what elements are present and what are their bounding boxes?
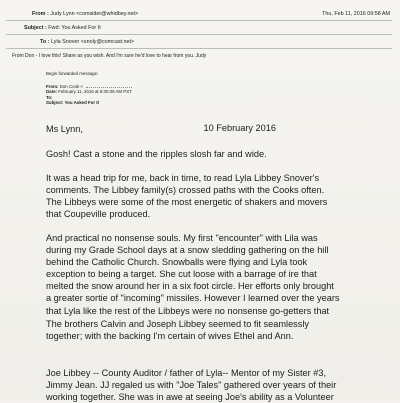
header-divider — [6, 48, 392, 49]
forwarded-date-label: Date: — [46, 89, 57, 95]
letter-salutation: Ms Lynn, — [46, 124, 83, 134]
forwarded-from-value: Don Cook < — [59, 83, 83, 89]
subject-value: Fwd: You Asked For It — [48, 25, 101, 31]
letter-line: comments. The Libbey family(s) crossed paths with the Cooks often. — [46, 185, 325, 196]
forwarded-subject-value: You Asked For It — [64, 100, 99, 106]
letter-line: The Libbeys were some of the most energetic of shakers and movers — [46, 197, 328, 208]
from-row — [32, 11, 138, 18]
redacted-address — [86, 84, 132, 88]
email-date: Thu, Feb 11, 2016 09:58 AM — [322, 11, 390, 17]
letter-line: The brothers Calvin and Joseph Libbey seemed to fit seamlessly — [46, 319, 310, 329]
letter-line: behind the Catholic Church. Snowballs were flying and Lyla took — [46, 257, 308, 268]
letter-line: during my Grade School days at a snow sledding gathering on the hill — [46, 245, 329, 256]
letter-line: Joe Libbey -- County Auditor / father of Lyla-- Mentor of my Sister #3, — [46, 368, 327, 378]
subject-row — [24, 25, 101, 32]
forwarded-subject-row — [46, 100, 132, 106]
header-divider — [6, 34, 392, 35]
letter-line: together; with the backing I'm certain of wives Ethel and Ann. — [46, 331, 294, 342]
letter-line: that Lyla like the rest of the Libbeys were no nonsense go-getters that — [46, 305, 330, 316]
to-value: Lyla Snover <snoly@comcast.net> — [50, 39, 135, 45]
letter-line: It was a head trip for me, back in time, to read Lyla Libbey Snover's — [46, 173, 320, 183]
forward-note: From Don - I love this! Share as you wish. And I'm sure he'd love to hear from you. Judy — [12, 53, 207, 59]
forwarded-header — [46, 71, 132, 106]
letter-paragraph — [46, 148, 388, 160]
letter-paragraph — [46, 367, 388, 403]
letter-line: working together. She was in awe at seeing Joe's ability as a Volunteer — [46, 392, 334, 403]
letter-line: that Coupeville produced. — [46, 209, 151, 220]
letter-line: melted the snow around her in a six foot circle. Her efforts only brought — [46, 281, 334, 292]
letter-paragraph — [46, 318, 388, 342]
letter-paragraph — [46, 172, 388, 220]
forwarded-to-label: To: — [46, 94, 53, 100]
forwarded-from-label: From: — [46, 83, 59, 89]
forwarded-subject-label: Subject: — [46, 100, 64, 106]
letter-line: a greater sortie of "incoming" missiles. However I learned over the years — [46, 293, 340, 304]
letter-line: And practical no nonsense souls. My first "encounter" with Lila was — [46, 233, 318, 243]
from-label: From : — [32, 11, 49, 17]
letter-line: Jimmy Jean. JJ regaled us with "Joe Tales" gathered over years of their — [46, 380, 337, 391]
letter-date: 10 February 2016 — [203, 123, 276, 133]
forwarded-date-value: February 11, 2016 at 9:30:39 AM PST — [58, 89, 132, 95]
to-row — [40, 39, 134, 46]
from-value: Judy Lynn <comsider@whidbey.net> — [50, 11, 139, 17]
letter-paragraph — [46, 232, 388, 317]
to-label: To : — [40, 39, 50, 45]
header-divider — [6, 20, 392, 21]
letter-line: exception to being a target. She cut loose with a barrage of ire that — [46, 269, 317, 280]
forwarded-begin: Begin forwarded message: — [46, 71, 99, 76]
letter-line: Gosh! Cast a stone and the ripples slosh far and wide. — [46, 149, 267, 159]
subject-label: Subject : — [24, 25, 47, 31]
forwarded-date-row — [46, 89, 132, 95]
